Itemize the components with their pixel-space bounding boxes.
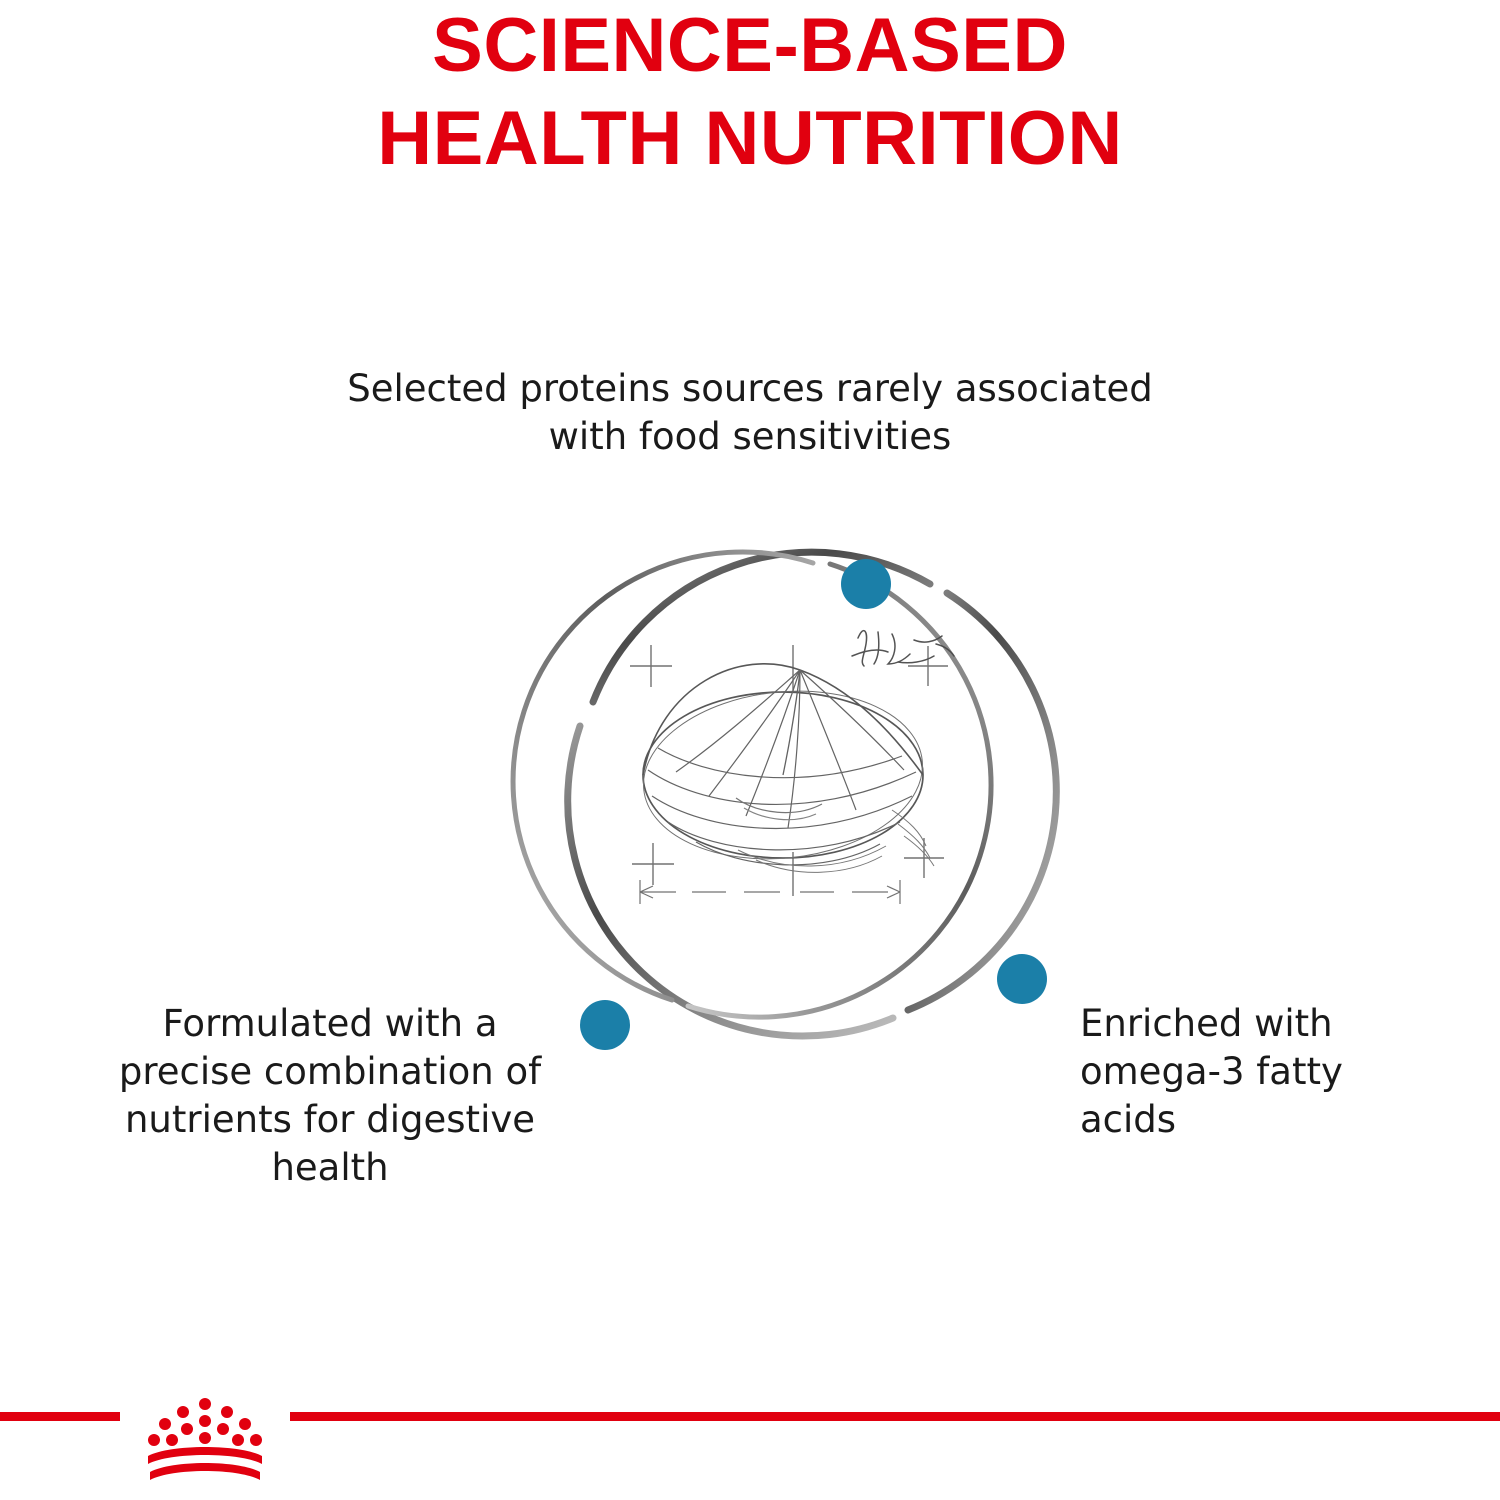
royal-canin-crown-logo	[120, 1390, 290, 1498]
footer	[0, 1390, 1500, 1500]
kibble-diagram	[500, 480, 1120, 1100]
dot-selected-proteins	[841, 559, 891, 609]
dot-digestive-health	[580, 1000, 630, 1050]
page-title-line-2: HEALTH NUTRITION	[377, 95, 1123, 181]
claim-selected-proteins: Selected proteins sources rarely associated with food sensitivities	[347, 367, 1153, 459]
outer-ring	[568, 552, 1057, 1036]
kibble-sketch	[630, 631, 954, 904]
claim-digestive-health: Formulated with a precise combination of nutrients for digestive health	[118, 1002, 542, 1190]
dot-omega-3	[997, 954, 1047, 1004]
page-title-line-1: SCIENCE-BASED	[432, 3, 1068, 88]
claim-omega-3: Enriched with omega-3 fatty acids	[1080, 1002, 1343, 1142]
page-title	[0, 0, 1500, 185]
